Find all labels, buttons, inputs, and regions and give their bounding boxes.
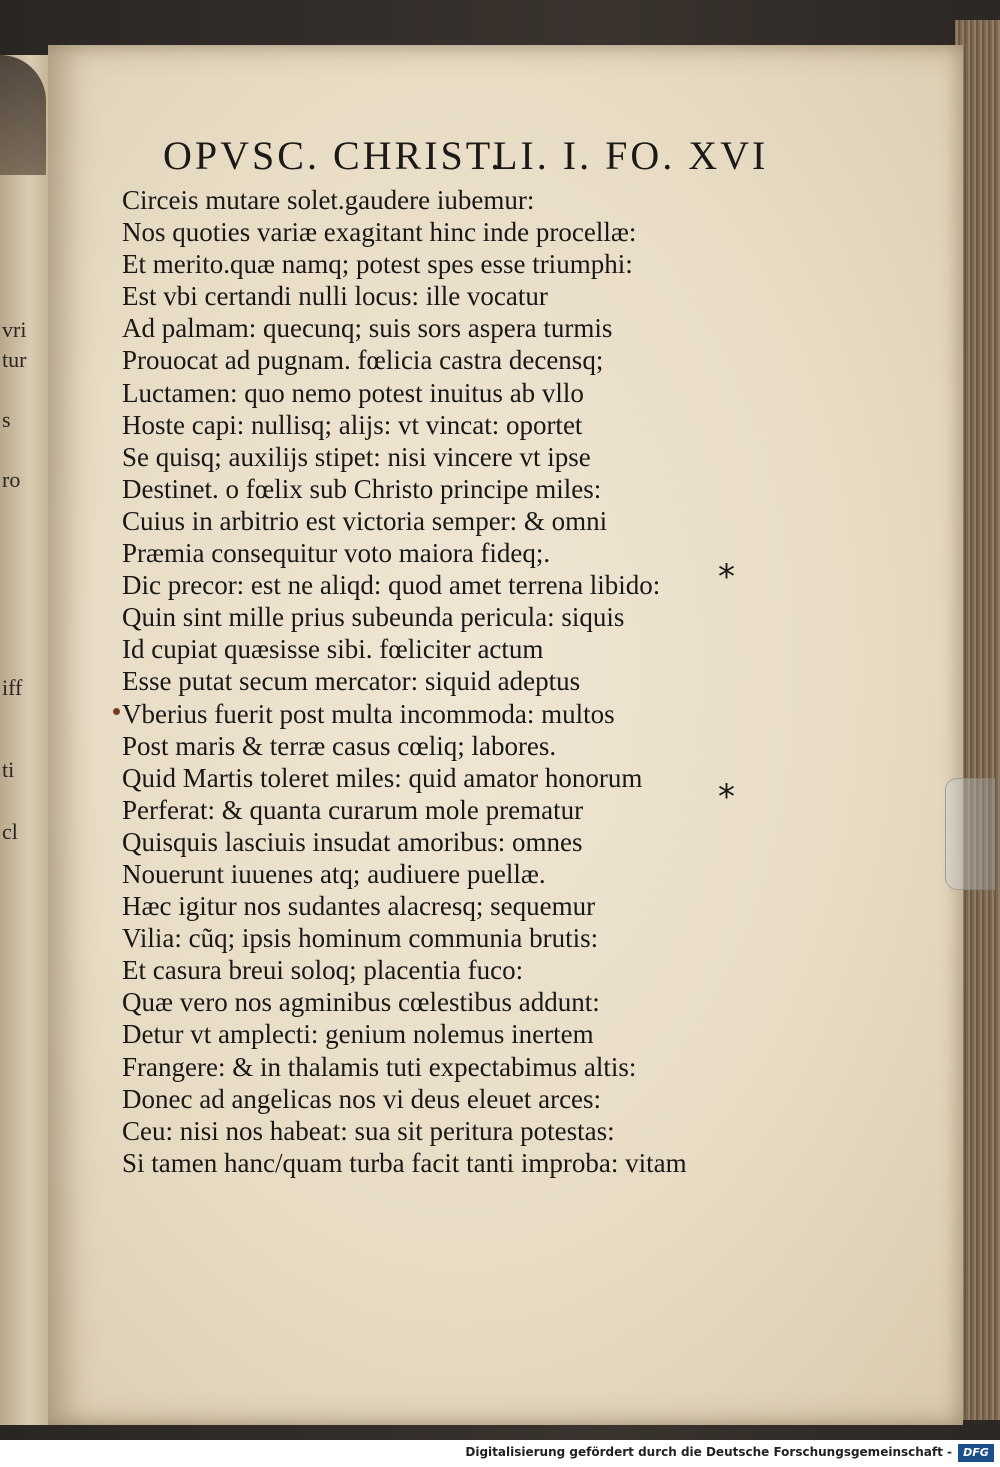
verse-line: Præmia consequitur voto maiora fideq;. [122, 538, 551, 569]
verse-line: Esse putat secum mercator: siquid adeptus [122, 666, 581, 697]
verse-line: Ceu: nisi nos habeat: sua sit peritura potestas: [122, 1115, 615, 1146]
footer-bar [0, 1440, 1000, 1467]
verse-line: Nos quoties variæ exagitant hinc inde procellæ: [122, 217, 637, 248]
left-page-fragment: s [2, 407, 11, 432]
verse-line: Post maris & terræ casus cœliq; labores. [122, 730, 557, 761]
left-page-fragment: tur [2, 347, 27, 372]
verse-line: Vberius fuerit post multa incommoda: multos [122, 698, 615, 729]
verse-line: Destinet. o fœlix sub Christo principe miles: [122, 473, 602, 504]
left-page-fragment: ti [2, 757, 15, 782]
left-page-fragment: cl [2, 819, 18, 844]
verse-line: Se quisq; auxilijs stipet: nisi vincere vt ipse [122, 441, 591, 472]
funding-credit: Digitalisierung gefördert durch die Deutsche Forschungsgemeinschaft - [465, 1445, 952, 1459]
verse-line: Et casura breui soloq; placentia fuco: [122, 955, 524, 986]
header-folio: LI. I. FO. XVI [493, 133, 769, 178]
page-clip [945, 778, 995, 890]
dfg-logo: DFG [958, 1444, 994, 1462]
verse-line: Si tamen hanc/quam turba facit tanti improba: vitam [122, 1147, 687, 1178]
verse-line: Quin sint mille prius subeunda pericula: siquis [122, 602, 625, 633]
verse-line: Quid Martis toleret miles: quid amator honorum [122, 762, 643, 793]
verse-line: Cuius in arbitrio est victoria semper: & omni [122, 505, 608, 536]
verse-list [122, 184, 687, 1179]
verse-line: Prouocat ad pugnam. fœlicia castra decensq; [122, 345, 604, 376]
verse-line: Perferat: & quanta curarum mole prematur [122, 794, 584, 825]
verse-line: Id cupiat quæsisse sibi. fœliciter actum [122, 634, 544, 665]
verse-line: Quisquis lasciuis insudat amoribus: omnes [122, 826, 583, 857]
verse-line: Frangere: & in thalamis tuti expectabimus altis: [122, 1051, 637, 1082]
verse-line: Quæ vero nos agminibus cœlestibus addunt: [122, 987, 600, 1018]
verse-line: Donec ad angelicas nos vi deus eleuet arces: [122, 1083, 602, 1114]
verse-line: Nouerunt iuuenes atq; audiuere puellæ. [122, 858, 546, 889]
asterisk-margin-mark: * [718, 777, 735, 817]
margin-dot [113, 708, 120, 715]
asterisk-margin-mark: * [718, 557, 735, 597]
verse-line: Est vbi certandi nulli locus: ille vocatur [122, 281, 548, 312]
verse-line: Et merito.quæ namq; potest spes esse triumphi: [122, 249, 633, 280]
verse-line: Hoste capi: nullisq; alijs: vt vincat: oportet [122, 409, 583, 440]
verse-line: Luctamen: quo nemo potest inuitus ab vllo [122, 377, 584, 408]
verse-line: Ad palmam: quecunq; suis sors aspera turmis [122, 313, 613, 344]
left-page-fragment: ro [2, 467, 21, 492]
verse-line: Hæc igitur nos sudantes alacresq; sequemur [122, 891, 596, 922]
left-facing-page [0, 55, 52, 1425]
running-header [163, 132, 768, 179]
verse-line: Vilia: cũq; ipsis hominum communia brutis: [122, 923, 599, 954]
verse-line: Circeis mutare solet.gaudere iubemur: [122, 185, 535, 215]
verse-line: Dic precor: est ne aliqd: quod amet terrena libido: [122, 570, 661, 601]
verse-line: Detur vt amplecti: genium nolemus inertem [122, 1019, 594, 1050]
header-title: OPVSC. CHRIST. [163, 133, 504, 178]
left-page-fragment: vri [2, 317, 27, 342]
left-page-fragment: iff [2, 675, 23, 700]
